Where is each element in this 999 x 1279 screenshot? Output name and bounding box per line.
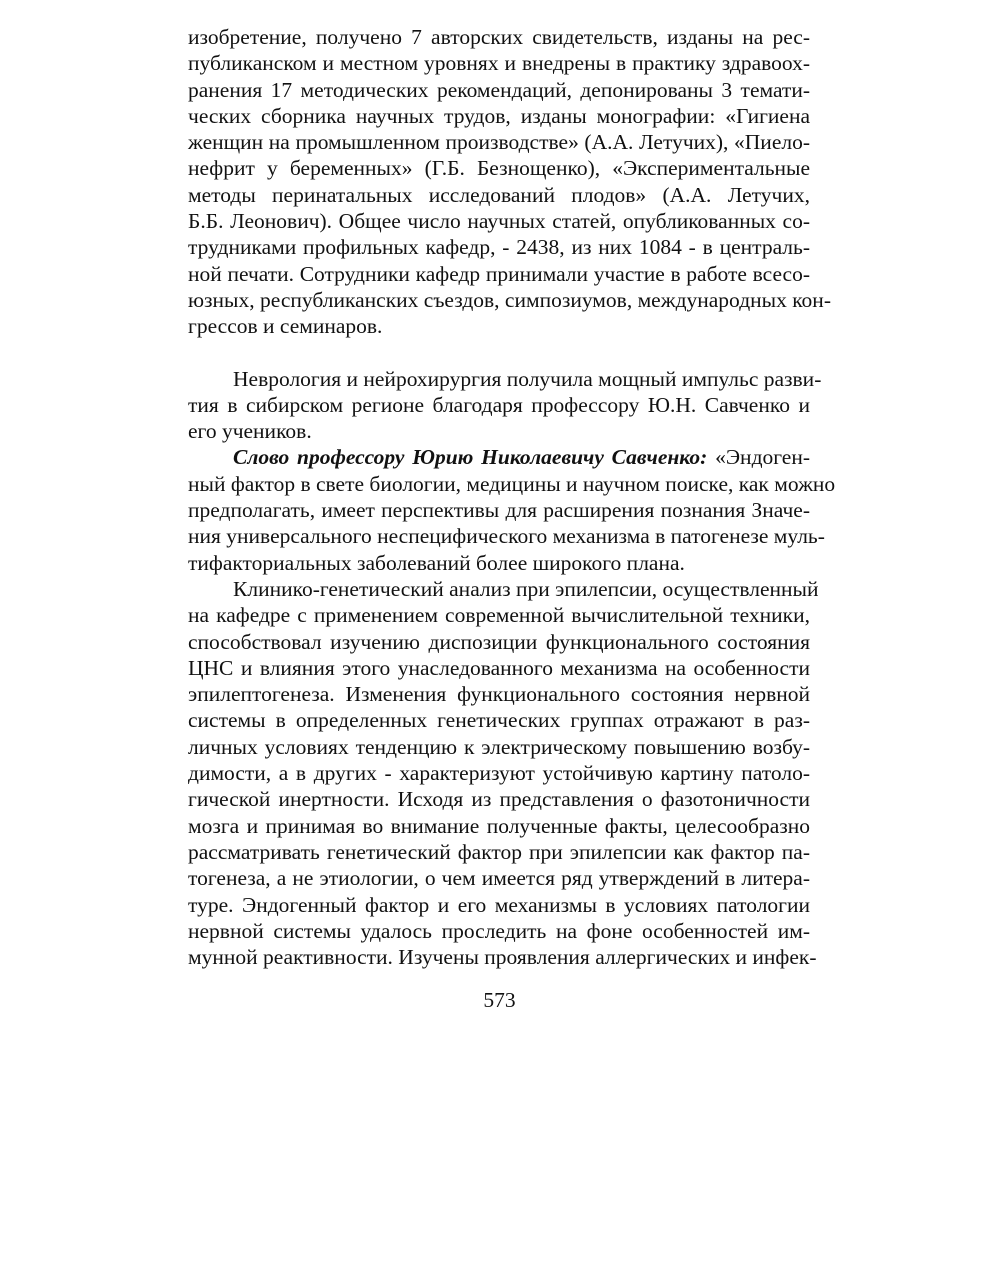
text-line: нервной системы удалось проследить на фоне особенностей им- bbox=[188, 918, 810, 943]
text-line: тогенеза, а не этиологии, о чем имеется ряд утверждений в литера- bbox=[188, 866, 810, 891]
text-line: его учеников. bbox=[188, 419, 312, 444]
paragraph-gap bbox=[188, 340, 810, 366]
text-line: изобретение, получено 7 авторских свидетельств, изданы на рес- bbox=[188, 25, 810, 49]
text-line: ный фактор в свете биологии, медицины и научном поиске, как можно bbox=[188, 471, 836, 496]
text-line: туре. Эндогенный фактор и его механизмы в условиях патологии bbox=[188, 892, 810, 917]
paragraph-savchenko-quote bbox=[188, 444, 836, 575]
text-line: мозга и принимая во внимание полученные факты, целесообразно bbox=[188, 813, 810, 838]
text-fragment: «Эндоген- bbox=[707, 445, 810, 470]
text-line: Клинико-генетический анализ при эпилепсии, осуществленный bbox=[233, 576, 819, 601]
text-line: предполагать, имеет перспективы для расширения познания Значе- bbox=[188, 498, 810, 523]
text-line: личных условиях тенденцию к электрическому повышению возбу- bbox=[188, 734, 810, 759]
text-line: трудниками профильных кафедр, - 2438, из них 1084 - в централь- bbox=[188, 235, 810, 260]
text-line: системы в определенных генетических группах отражают в раз- bbox=[188, 708, 810, 733]
text-line: методы перинатальных исследований плодов» (А.А. Летучих, bbox=[188, 182, 810, 207]
text-line: мунной реактивности. Изучены проявления аллергических и инфек- bbox=[188, 945, 817, 970]
text-line: способствовал изучению диспозиции функционального состояния bbox=[188, 629, 810, 654]
lead-in-heading: Слово профессору Юрию Николаевичу Савченко: bbox=[233, 445, 708, 470]
text-line: публиканском и местном уровнях и внедрены в практику здравоох- bbox=[188, 51, 810, 76]
text-line: Б.Б. Леонович). Общее число научных статей, опубликованных со- bbox=[188, 209, 810, 234]
text-line: эпилептогенеза. Изменения функционального состояния нервной bbox=[188, 682, 810, 707]
text-line: тия в сибирском регионе благодаря профессору Ю.Н. Савченко и bbox=[188, 392, 810, 417]
text-line: тифакториальных заболеваний более широкого плана. bbox=[188, 550, 685, 575]
page-body bbox=[188, 24, 836, 970]
page-number: 573 bbox=[483, 988, 516, 1012]
text-line: грессов и семинаров. bbox=[188, 314, 383, 339]
text-line: женщин на промышленном производстве» (А.А. Летучих), «Пиело- bbox=[188, 130, 810, 155]
text-line: юзных, республиканских съездов, симпозиумов, международных кон- bbox=[188, 287, 831, 312]
text-line: нефрит у беременных» (Г.Б. Безнощенко), «Экспериментальные bbox=[188, 156, 810, 181]
paragraph-neurology bbox=[188, 366, 822, 445]
text-line: ческих сборника научных трудов, изданы монографии: «Гигиена bbox=[188, 103, 810, 128]
text-line: ЦНС и влияния этого унаследованного механизма на особенности bbox=[188, 655, 810, 680]
paragraph-epilepsy bbox=[188, 576, 819, 970]
text-line: гической инертности. Исходя из представления о фазотоничности bbox=[188, 787, 810, 812]
text-line: Неврология и нейрохирургия получила мощный импульс разви- bbox=[233, 366, 822, 391]
text-line: ной печати. Сотрудники кафедр принимали участие в работе всесо- bbox=[188, 261, 810, 286]
text-line: ния универсального неспецифического механизма в патогенезе муль- bbox=[188, 524, 825, 549]
text-line: на кафедре с применением современной вычислительной техники, bbox=[188, 603, 810, 628]
paragraph-publications bbox=[188, 24, 831, 340]
text-line: димости, а в других - характеризуют устойчивую картину патоло- bbox=[188, 761, 810, 786]
text-line bbox=[188, 444, 810, 470]
text-line: рассматривать генетический фактор при эпилепсии как фактор па- bbox=[188, 839, 810, 864]
text-line: ранения 17 методических рекомендаций, депонированы 3 темати- bbox=[188, 77, 810, 102]
